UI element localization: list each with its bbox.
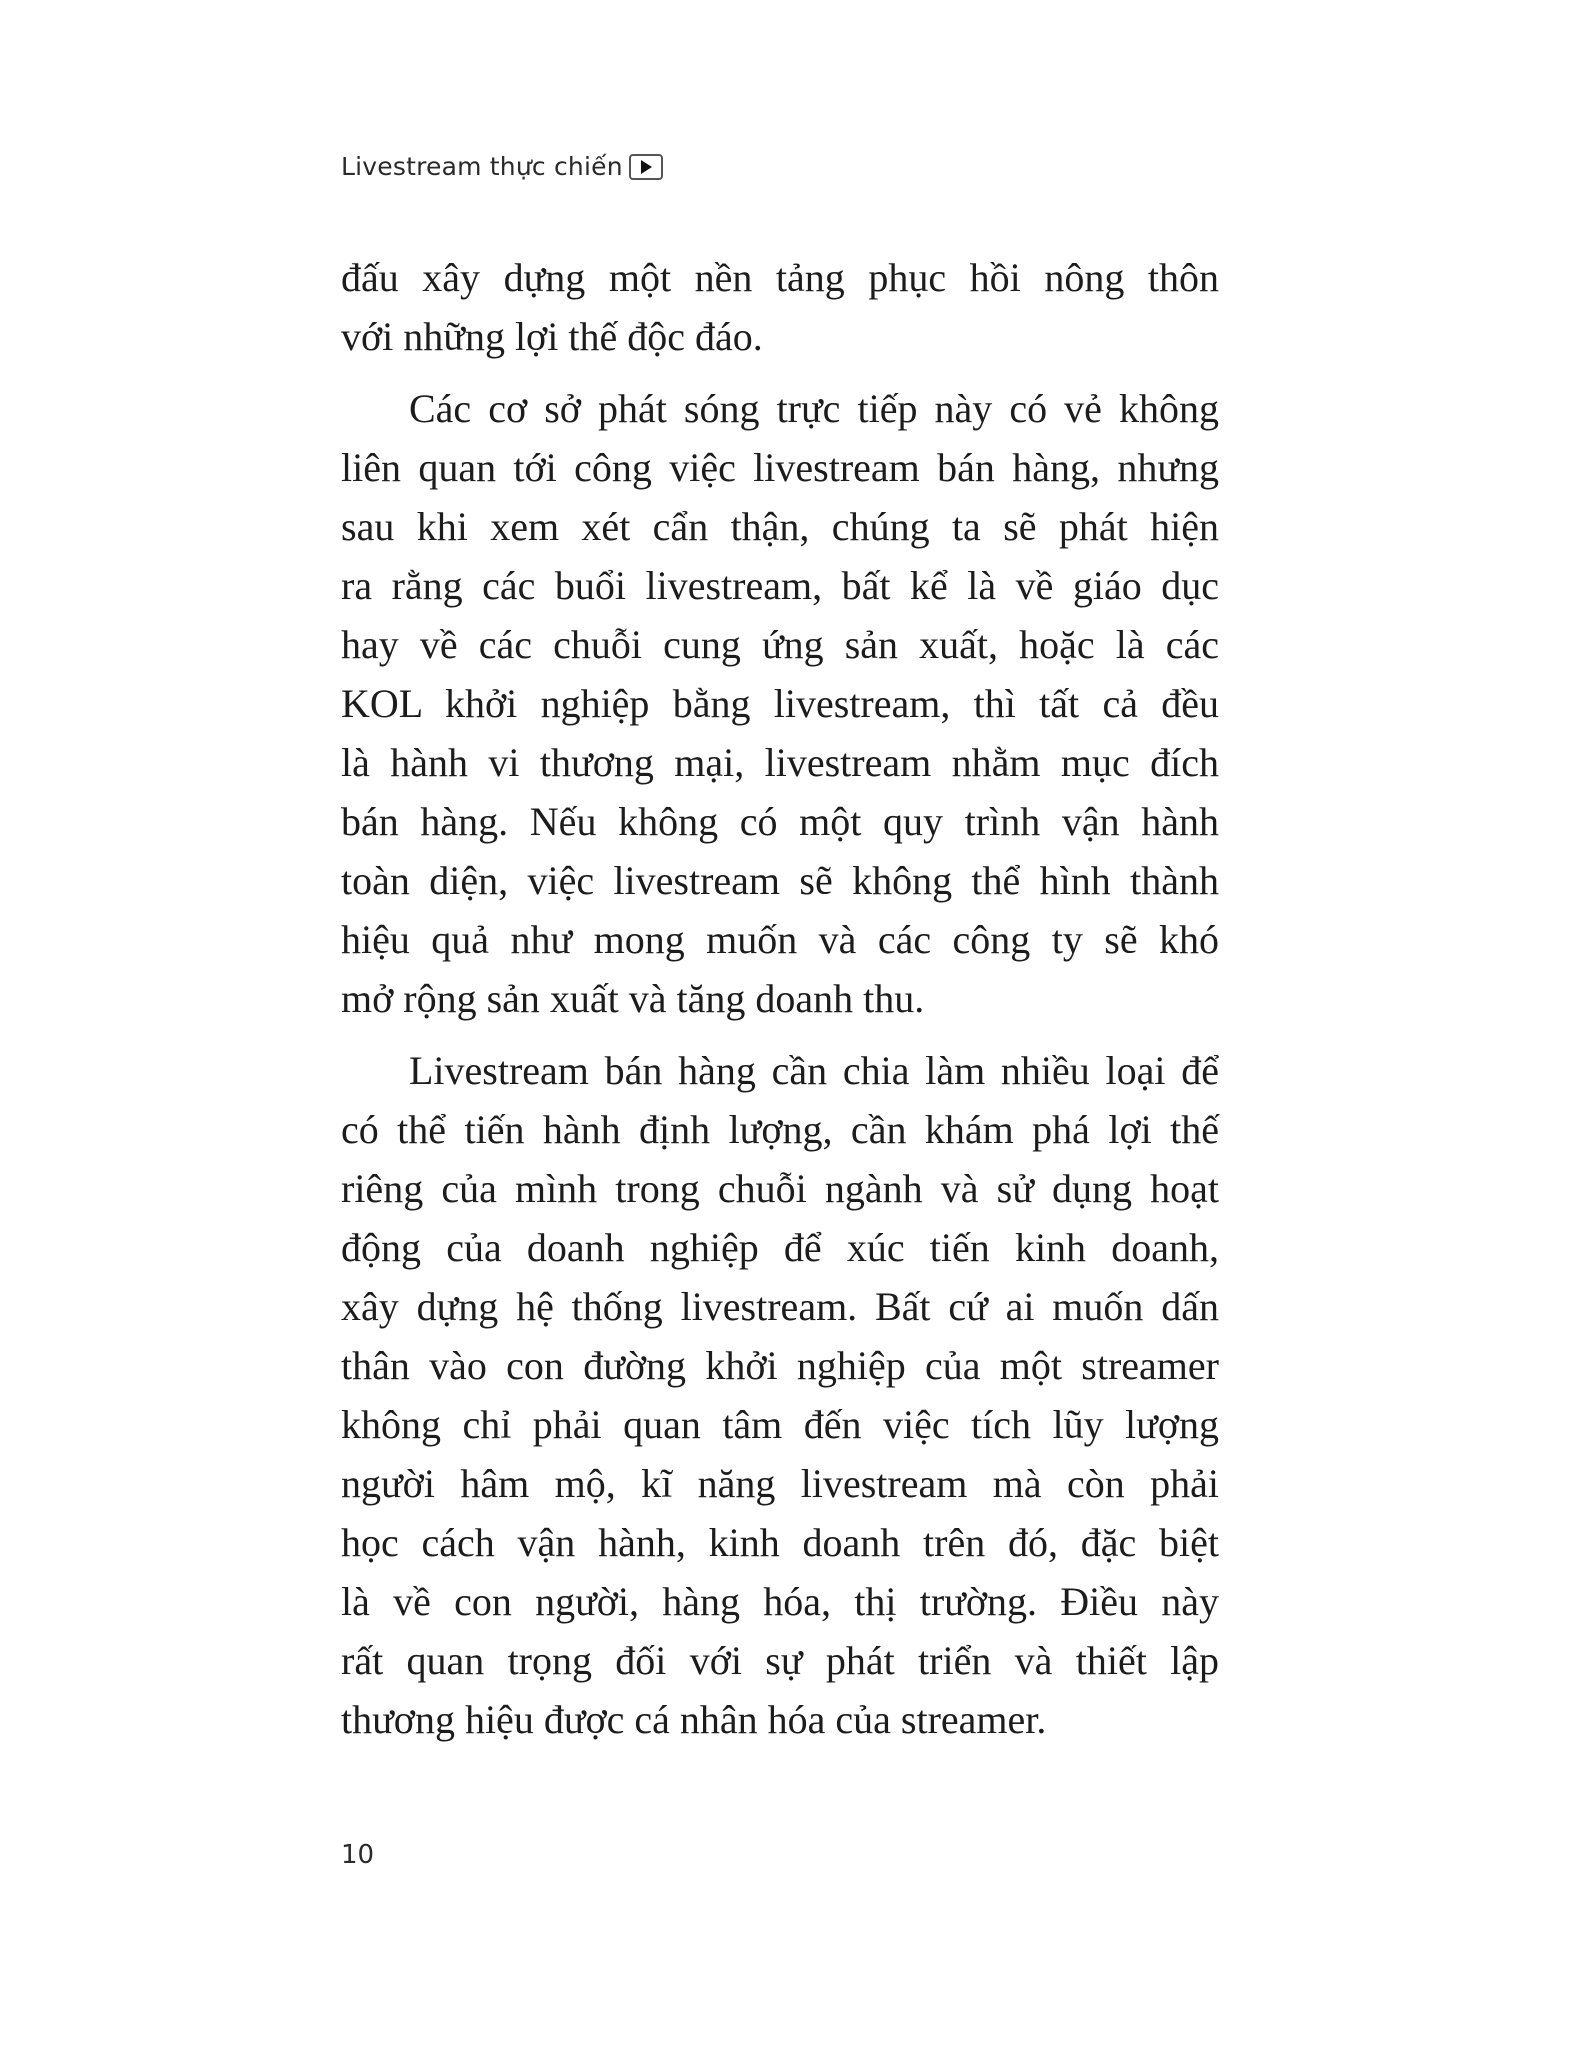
text-line: đấu xây dựng một nền tảng phục hồi nông thôn [341,255,1219,300]
text-line: không chỉ phải quan tâm đến việc tích lũy lượng [341,1402,1219,1447]
text-line: là hành vi thương mại, livestream nhằm mục đích [341,740,1219,785]
text-line: thương hiệu được cá nhân hóa của streamer. [341,1697,1047,1742]
text-line: sau khi xem xét cẩn thận, chúng ta sẽ phát hiện [341,504,1219,549]
text-line: học cách vận hành, kinh doanh trên đó, đặc biệt [341,1520,1219,1565]
text-line: xây dựng hệ thống livestream. Bất cứ ai muốn dấn [341,1284,1219,1329]
page-number: 10 [341,1840,375,1870]
text-line: thân vào con đường khởi nghiệp của một streamer [341,1343,1219,1388]
text-line: có thể tiến hành định lượng, cần khám phá lợi thế [341,1107,1219,1152]
text-line: người hâm mộ, kĩ năng livestream mà còn phải [341,1461,1219,1506]
text-line: rất quan trọng đối với sự phát triển và thiết lập [341,1638,1219,1683]
text-line: ra rằng các buổi livestream, bất kể là về giáo dục [341,563,1219,608]
text-line: Livestream bán hàng cần chia làm nhiều loại để [409,1048,1219,1093]
text-line: bán hàng. Nếu không có một quy trình vận hành [341,799,1219,844]
text-line: liên quan tới công việc livestream bán hàng, nhưng [341,445,1219,490]
text-line: toàn diện, việc livestream sẽ không thể hình thành [341,858,1219,903]
body-text [341,248,1219,1762]
paragraph [341,379,1219,1028]
text-line: hiệu quả như mong muốn và các công ty sẽ khó [341,917,1219,962]
paragraph [341,1041,1219,1749]
text-line: hay về các chuỗi cung ứng sản xuất, hoặc là các [341,622,1219,667]
paragraph [341,248,1219,366]
running-header [341,152,663,181]
text-line: là về con người, hàng hóa, thị trường. Điều này [341,1579,1219,1624]
text-line: KOL khởi nghiệp bằng livestream, thì tất cả đều [341,681,1219,726]
text-line: với những lợi thế độc đáo. [341,314,763,359]
text-line: động của doanh nghiệp để xúc tiến kinh doanh, [341,1225,1219,1270]
play-icon [629,154,663,180]
text-line: Các cơ sở phát sóng trực tiếp này có vẻ không [409,386,1219,431]
text-line: riêng của mình trong chuỗi ngành và sử dụng hoạt [341,1166,1219,1211]
text-line: mở rộng sản xuất và tăng doanh thu. [341,976,925,1021]
book-title: Livestream thực chiến [341,152,623,181]
